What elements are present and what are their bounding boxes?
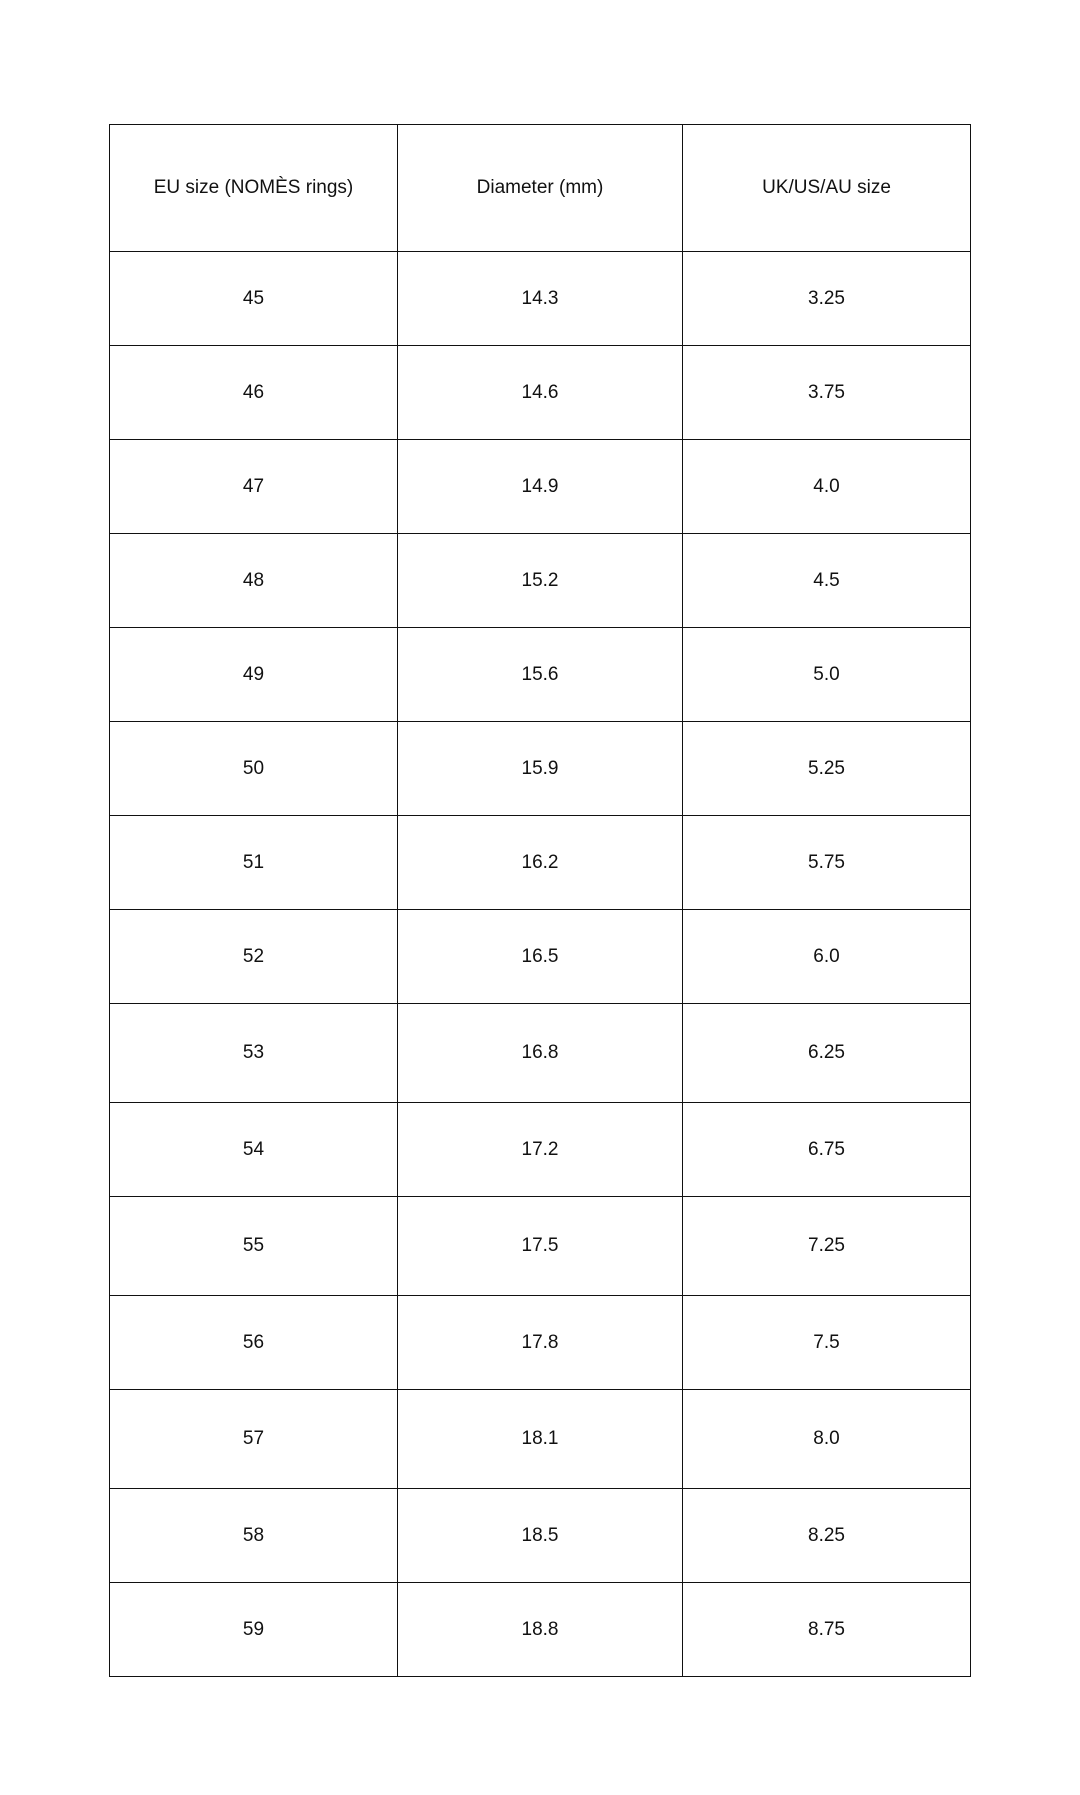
eu-size-cell: 51 <box>110 816 398 910</box>
table-row <box>110 1489 971 1583</box>
table-row <box>110 534 971 628</box>
uk-us-au-size-cell: 6.25 <box>683 1004 971 1103</box>
diameter-cell: 15.2 <box>398 534 683 628</box>
eu-size-cell: 59 <box>110 1583 398 1677</box>
diameter-cell: 18.5 <box>398 1489 683 1583</box>
table-row <box>110 816 971 910</box>
diameter-cell: 16.5 <box>398 910 683 1004</box>
table-row <box>110 1103 971 1197</box>
table-row <box>110 1004 971 1103</box>
uk-us-au-size-cell: 3.75 <box>683 346 971 440</box>
diameter-cell: 15.9 <box>398 722 683 816</box>
diameter-cell: 14.9 <box>398 440 683 534</box>
uk-us-au-size-cell: 8.25 <box>683 1489 971 1583</box>
header-row <box>110 125 971 252</box>
table-row <box>110 628 971 722</box>
table-row <box>110 440 971 534</box>
diameter-cell: 18.1 <box>398 1390 683 1489</box>
eu-size-cell: 55 <box>110 1197 398 1296</box>
table-row <box>110 722 971 816</box>
header-uk-us-au-size: UK/US/AU size <box>683 125 971 252</box>
table-row <box>110 346 971 440</box>
eu-size-cell: 46 <box>110 346 398 440</box>
uk-us-au-size-cell: 4.0 <box>683 440 971 534</box>
table-row <box>110 252 971 346</box>
header-eu-size: EU size (NOMÈS rings) <box>110 125 398 252</box>
header-diameter: Diameter (mm) <box>398 125 683 252</box>
table-row <box>110 910 971 1004</box>
diameter-cell: 18.8 <box>398 1583 683 1677</box>
uk-us-au-size-cell: 5.75 <box>683 816 971 910</box>
ring-size-table <box>109 124 971 1677</box>
eu-size-cell: 54 <box>110 1103 398 1197</box>
uk-us-au-size-cell: 7.5 <box>683 1296 971 1390</box>
eu-size-cell: 48 <box>110 534 398 628</box>
uk-us-au-size-cell: 6.0 <box>683 910 971 1004</box>
diameter-cell: 15.6 <box>398 628 683 722</box>
eu-size-cell: 57 <box>110 1390 398 1489</box>
uk-us-au-size-cell: 5.0 <box>683 628 971 722</box>
table-row <box>110 1296 971 1390</box>
table-row <box>110 1583 971 1677</box>
eu-size-cell: 53 <box>110 1004 398 1103</box>
diameter-cell: 14.6 <box>398 346 683 440</box>
diameter-cell: 17.8 <box>398 1296 683 1390</box>
eu-size-cell: 45 <box>110 252 398 346</box>
eu-size-cell: 50 <box>110 722 398 816</box>
uk-us-au-size-cell: 6.75 <box>683 1103 971 1197</box>
eu-size-cell: 52 <box>110 910 398 1004</box>
diameter-cell: 14.3 <box>398 252 683 346</box>
eu-size-cell: 47 <box>110 440 398 534</box>
uk-us-au-size-cell: 7.25 <box>683 1197 971 1296</box>
eu-size-cell: 56 <box>110 1296 398 1390</box>
table-row <box>110 1390 971 1489</box>
eu-size-cell: 58 <box>110 1489 398 1583</box>
eu-size-cell: 49 <box>110 628 398 722</box>
uk-us-au-size-cell: 3.25 <box>683 252 971 346</box>
diameter-cell: 16.2 <box>398 816 683 910</box>
uk-us-au-size-cell: 5.25 <box>683 722 971 816</box>
table-row <box>110 1197 971 1296</box>
uk-us-au-size-cell: 8.0 <box>683 1390 971 1489</box>
uk-us-au-size-cell: 4.5 <box>683 534 971 628</box>
uk-us-au-size-cell: 8.75 <box>683 1583 971 1677</box>
diameter-cell: 17.2 <box>398 1103 683 1197</box>
diameter-cell: 16.8 <box>398 1004 683 1103</box>
diameter-cell: 17.5 <box>398 1197 683 1296</box>
